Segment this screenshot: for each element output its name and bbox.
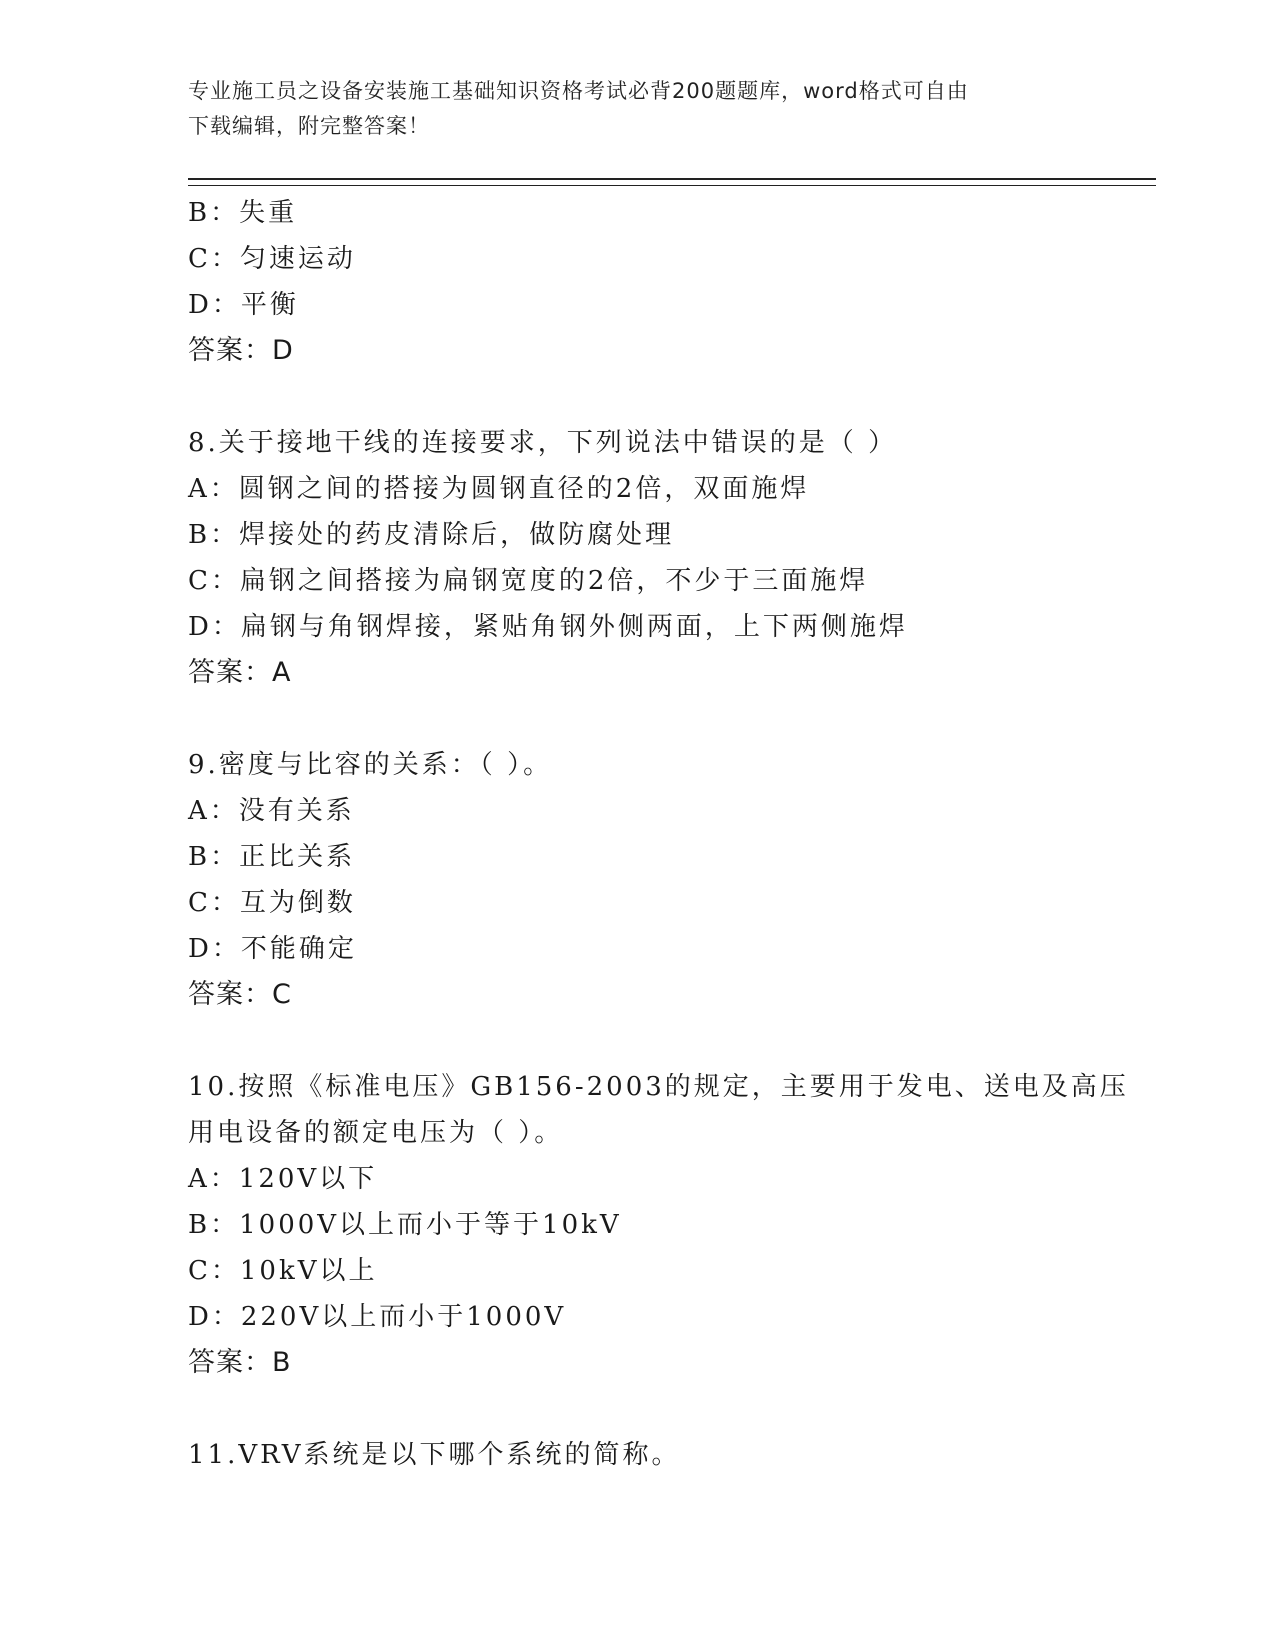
option-a: A：没有关系 <box>188 796 355 826</box>
answer-line: 答案：D <box>188 335 294 366</box>
option-a: A：圆钢之间的搭接为圆钢直径的2倍，双面施焊 <box>188 474 810 504</box>
question-content <box>188 190 1129 1478</box>
option-c: C：匀速运动 <box>188 244 356 274</box>
question-9 <box>188 742 1108 1018</box>
answer-line: 答案：A <box>188 657 292 688</box>
spacer <box>188 1018 1108 1064</box>
header-divider <box>188 178 1156 186</box>
spacer <box>188 1386 1108 1432</box>
option-d: D：扁钢与角钢焊接，紧贴角钢外侧两面，上下两侧施焊 <box>188 612 908 642</box>
option-a: A：120V以下 <box>188 1164 378 1194</box>
question-11 <box>188 1432 1108 1478</box>
option-c: C：扁钢之间搭接为扁钢宽度的2倍，不少于三面施焊 <box>188 566 869 596</box>
spacer <box>188 696 1108 742</box>
question-stem-line-1: 10.按照《标准电压》GB156-2003的规定，主要用于发电、送电及高压 <box>188 1072 1129 1102</box>
answer-line: 答案：C <box>188 979 292 1010</box>
answer-line: 答案：B <box>188 1347 292 1378</box>
question-stem-line-2: 用电设备的额定电压为（ ）。 <box>188 1118 564 1148</box>
question-stem: 11.VRV系统是以下哪个系统的简称。 <box>188 1440 681 1470</box>
document-header <box>188 74 1088 144</box>
question-10 <box>188 1064 1129 1386</box>
question-stem: 8.关于接地干线的连接要求，下列说法中错误的是（ ） <box>188 428 898 458</box>
option-b: B：正比关系 <box>188 842 356 872</box>
header-title-line-2: 下载编辑，附完整答案！ <box>188 114 430 138</box>
question-8 <box>188 420 1108 696</box>
option-b: B：1000V以上而小于等于10kV <box>188 1210 622 1240</box>
option-d: D：平衡 <box>188 290 299 320</box>
option-b: B：焊接处的药皮清除后，做防腐处理 <box>188 520 675 550</box>
option-d: D：不能确定 <box>188 934 357 964</box>
spacer <box>188 374 1108 420</box>
option-d: D：220V以上而小于1000V <box>188 1302 567 1332</box>
header-title-line-1: 专业施工员之设备安装施工基础知识资格考试必背200题题库，word格式可自由 <box>188 79 969 103</box>
option-c: C：互为倒数 <box>188 888 356 918</box>
option-b: B：失重 <box>188 198 298 228</box>
option-c: C：10kV以上 <box>188 1256 378 1286</box>
question-7-tail <box>188 190 1108 374</box>
question-stem: 9.密度与比容的关系：（ ）。 <box>188 750 553 780</box>
